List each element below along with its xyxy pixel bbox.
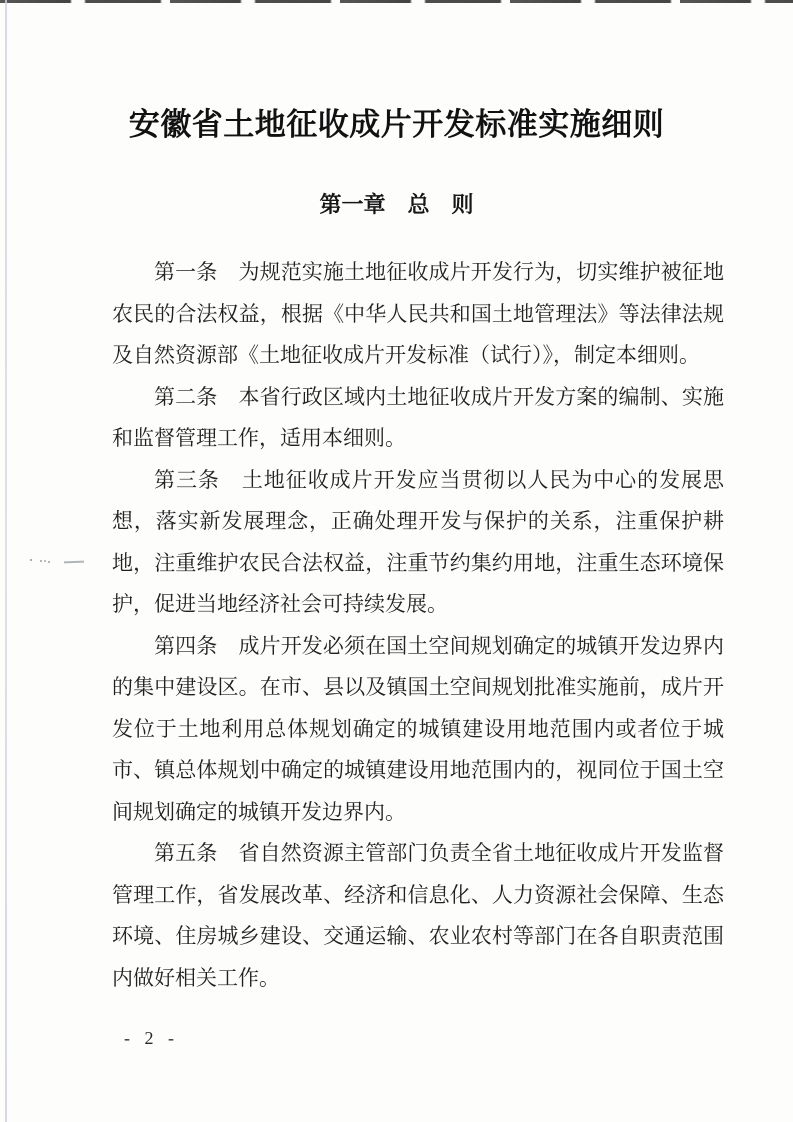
document-title: 安徽省土地征收成片开发标准实施细则 <box>128 107 665 142</box>
article-paragraph-4: 第四条 成片开发必须在国土空间规划确定的城镇开发边界内的集中建设区。在市、县以及镇国土空间规划批准实施前，成片开发位于土地利用总体规划确定的城镇建设用地范围内或者位于城市、镇总体规划中确定的城镇建设用地范围内的，视同位于国土空间规划确定的城镇开发边界内。 <box>112 633 724 824</box>
article-paragraph-5: 第五条 省自然资源主管部门负责全省土地征收成片开发监督管理工作，省发展改革、经济和信息化、人力资源社会保障、生态环境、住房城乡建设、交通运输、农业农村等部门在各自职责范围内做好相关工作。 <box>112 841 724 990</box>
scan-edge-left-artifact <box>5 0 7 1122</box>
page-number: - 2 - <box>124 1028 179 1048</box>
article-paragraph-3: 第三条 土地征收成片开发应当贯彻以人民为中心的发展思想，落实新发展理念，正确处理开发与保护的关系，注重保护耕地，注重维护农民合法权益，注重节约集约用地，注重生态环境保护，促进当地经济社会可持续发展。 <box>112 467 724 616</box>
article-paragraph-2: 第二条 本省行政区域内土地征收成片开发方案的编制、实施和监督管理工作，适用本细则。 <box>112 384 724 450</box>
article-paragraph-1: 第一条 为规范实施土地征收成片开发行为，切实维护被征地农民的合法权益，根据《中华人民共和国土地管理法》等法律法规及自然资源部《土地征收成片开发标准（试行）》，制定本细则。 <box>112 260 724 367</box>
chapter-heading: 第一章 总 则 <box>319 192 474 217</box>
scan-edge-top-artifact <box>0 0 793 3</box>
document-body <box>112 252 724 999</box>
scan-smudge-artifact <box>30 556 86 566</box>
